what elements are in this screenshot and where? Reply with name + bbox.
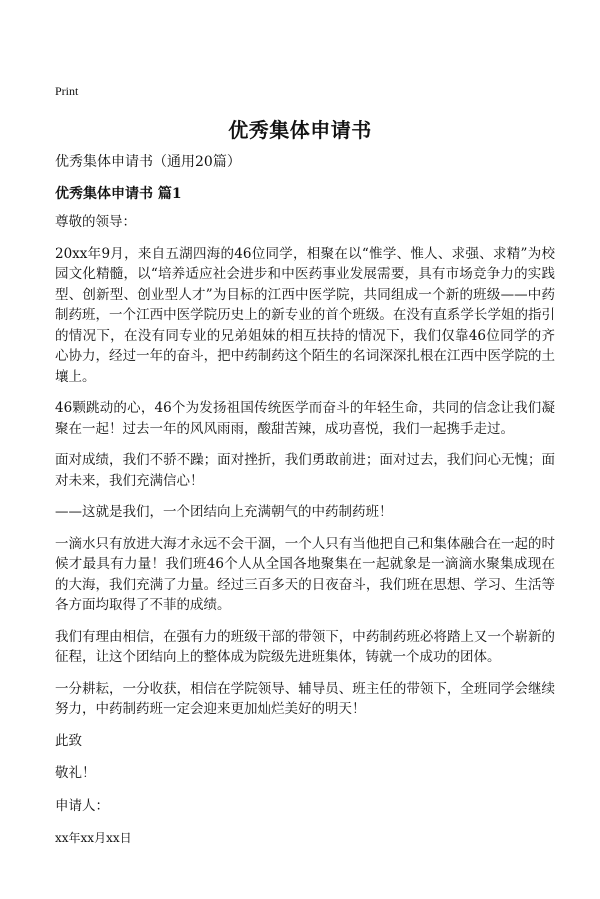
body-paragraph: 我们有理由相信，在强有力的班级干部的带领下，中药制药班必将踏上又一个崭新的征程，让这个团结向上的整体成为院级先进班集体，铸就一个成功的团体。 <box>55 628 555 665</box>
closing-salutation: 此致 <box>55 732 82 749</box>
application-date: xx年xx月xx日 <box>55 831 132 845</box>
body-paragraph: 面对成绩，我们不骄不躁；面对挫折，我们勇敢前进；面对过去，我们问心无愧；面对未来，我们充满信心！ <box>55 452 555 489</box>
document-body <box>55 212 555 861</box>
document-title: 优秀集体申请书 <box>228 118 372 142</box>
closing-respect: 敬礼！ <box>55 765 96 781</box>
print-label: Print <box>55 84 79 98</box>
document-subtitle: 优秀集体申请书（通用20篇） <box>55 154 241 170</box>
body-paragraph: ——这就是我们，一个团结向上充满朝气的中药制药班！ <box>55 504 393 520</box>
body-paragraph: 一分耕耘，一分收获，相信在学院领导、辅导员、班主任的带领下，全班同学会继续努力，中药制药班一定会迎来更加灿烂美好的明天！ <box>55 680 555 717</box>
body-paragraph: 46颗跳动的心，46个为发扬祖国传统医学而奋斗的年轻生命，共同的信念让我们凝聚在一起！过去一年的风风雨雨，酸甜苦辣，成功喜悦，我们一起携手走过。 <box>55 400 555 437</box>
body-paragraph: 20xx年9月，来自五湖四海的46位同学，相聚在以“惟学、惟人、求强、求精”为校园文化精髓，以“培养适应社会进步和中医药事业发展需要，具有市场竞争力的实践型、创新型、创业型人才”为目标的江西中医学院，共同组成一个新的班级——中药制药班，一个江西中医学院历史上的新专业的首个班级。在没有直系学长学姐的指引的情况下，在没有同专业的兄弟姐妹的相互扶持的情况下，我们仅靠46位同学的齐心协力，经过一年的奋斗，把中药制药这个陌生的名词深深扎根在江西中医学院的土壤上。 <box>55 245 555 385</box>
greeting: 尊敬的领导： <box>55 214 136 230</box>
applicant-label: 申请人： <box>55 797 109 814</box>
body-paragraph: 一滴水只有放进大海才永远不会干涸，一个人只有当他把自己和集体融合在一起的时候才最具有力量！我们班46个人从全国各地聚集在一起就象是一滴滴水聚集成现在的大海，我们充满了力量。经过三百多天的日夜奋斗，我们班在思想、学习、生活等各方面均取得了不菲的成绩。 <box>55 535 555 613</box>
section-heading: 优秀集体申请书 篇1 <box>55 186 182 202</box>
